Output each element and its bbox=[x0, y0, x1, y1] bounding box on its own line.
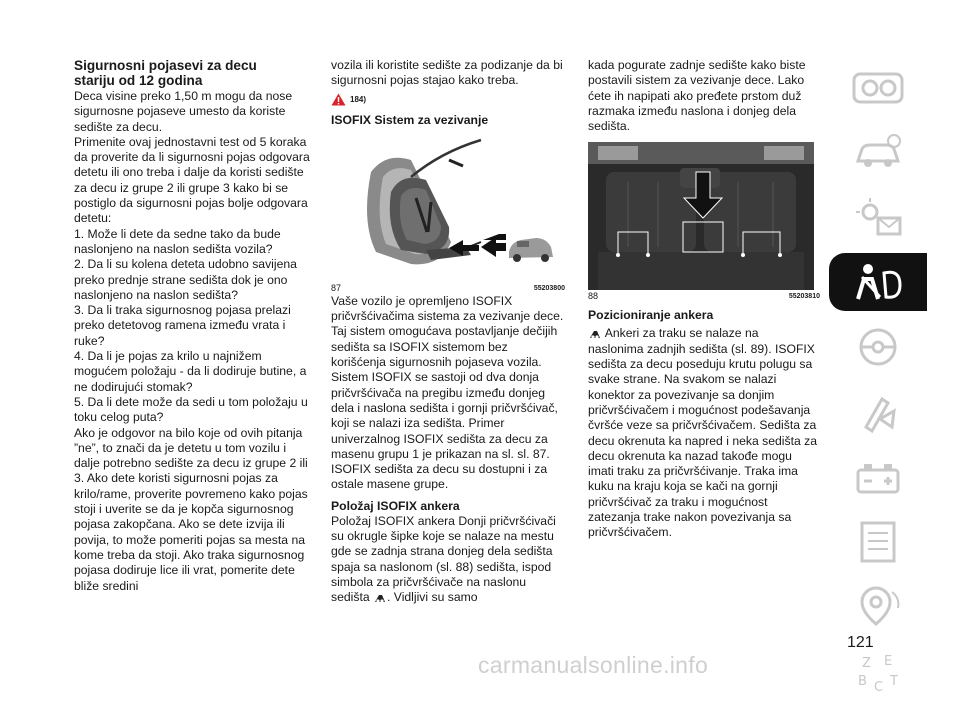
paragraph: vozila ili koristite sedište za podizanje da bi sigurnosni pojas stajao kako treba. bbox=[331, 58, 563, 88]
figure-number: 88 bbox=[588, 291, 599, 302]
figure-isofix-child-seat bbox=[331, 132, 561, 282]
warning-reference bbox=[331, 92, 565, 107]
figure-code: 55203810 bbox=[788, 293, 820, 301]
tab-safety[interactable] bbox=[829, 253, 927, 311]
figure-number: 87 bbox=[331, 282, 342, 293]
list-item: 2. Da li su kolena deteta udobno savijena preko prednje strane sedišta dok je ono naslonjeno na naslon sedišta? bbox=[74, 257, 297, 302]
index-icon bbox=[848, 649, 908, 695]
paragraph: kada pogurate zadnje sedište kako biste postavili sistem za vezivanje dece. Lako ćete ih napipati ako pređete prstom duž razmaka između naslona i donjeg dela sedišta. bbox=[588, 58, 806, 134]
warning-triangle-icon bbox=[331, 93, 346, 106]
tab-driving[interactable] bbox=[829, 318, 927, 376]
paragraph bbox=[331, 514, 565, 606]
isofix-anchor-icon bbox=[373, 592, 387, 604]
list-item: 5. Da li dete može da sedi u tom položaju u toku celog puta? bbox=[74, 394, 308, 425]
tab-maintenance[interactable] bbox=[829, 448, 927, 506]
list-item: 3. Da li traka sigurnosnog pojasa prelazi preko detetovog ramena između vrata i ruke? bbox=[74, 303, 291, 348]
paragraph-text: Položaj ISOFIX ankera Donji pričvršćivači su okrugle šipke koje se nalaze na mestu gde se zadnja strana donjeg dela sedišta spaja sa naslonom (sl. 88) sedišta, ispod simbola za pričvršćivače na naslonu sedišta bbox=[331, 513, 556, 605]
isofix-anchor-icon bbox=[588, 328, 602, 340]
maintenance-icon bbox=[848, 454, 908, 500]
paragraph: Primenite ovaj jednostavni test od 5 koraka da proverite da li sigurnosni pojas odgovara detetu ili ono treba i dalje da koristi sedište za decu iz grupe 2 ili grupe 3 kako bi se postiglo da sigurnosni pojas bolje odgovara detetu: bbox=[74, 134, 310, 226]
heading-line-2: stariju od 12 godina bbox=[74, 73, 203, 88]
svg-text:C: C bbox=[874, 680, 884, 695]
tab-car-info[interactable] bbox=[829, 123, 927, 181]
column-right bbox=[588, 58, 820, 541]
safety-icon bbox=[848, 259, 908, 305]
child-seat-illustration bbox=[331, 132, 561, 282]
page-number: 121 bbox=[847, 634, 874, 651]
driving-steering-icon bbox=[848, 324, 908, 370]
section-heading: ISOFIX Sistem za vezivanje bbox=[331, 112, 489, 127]
figure-caption bbox=[331, 283, 565, 294]
paragraph: naslonima zadnjih sedišta (sl. 89). ISOFIX sedišta za decu poseduju krutu polugu sa svake strane. Na svakom se nalazi konektor za povezivanje sa donjim pričvršćivačem i mogućnost podešavanja čvršće veze sa pričvršćivačem. Sedišta za decu okrenuta ka napred i neka sedišta za decu okrenuta ka nazad takođe mogu imati traku za pričvršćivanje. Traka ima kuku na kraju koja se kači na gornji pričvršćivač za traku i mogućnost zatezanja trake nakon povezivanja sa pričvršćivačem. bbox=[588, 341, 818, 540]
svg-text:T: T bbox=[890, 674, 898, 689]
svg-text:E: E bbox=[884, 654, 893, 669]
multimedia-icon bbox=[848, 584, 908, 630]
tab-technical-data[interactable] bbox=[829, 513, 927, 571]
list-item: 1. Može li dete da sedne tako da bude naslonjeno na naslon sedišta vozila? bbox=[74, 226, 281, 256]
tab-index[interactable] bbox=[829, 643, 927, 701]
watermark: carmanualsonline.info bbox=[478, 652, 709, 678]
figure-rear-seat-anchors bbox=[588, 142, 814, 290]
tab-warning-lights[interactable] bbox=[829, 188, 927, 246]
list-item: 4. Da li je pojas za krilo u najnižem mogućem položaju - da li dodiruje butine, a ne dodirujući stomak? bbox=[74, 349, 307, 394]
paragraph: Deca visine preko 1,50 m mogu da nose sigurnosne pojaseve umesto da koriste sedište za decu. bbox=[74, 89, 293, 134]
tab-multimedia[interactable] bbox=[829, 578, 927, 636]
paragraph: Vaše vozilo je opremljeno ISOFIX pričvršćivačima sistema za vezivanje dece. Taj sistem omogućava postavljanje dečijih sedišta sa ISOFIX sistemom bez korišćenja sigurnosnih pojaseva vozila. Sistem ISOFIX se sastoji od dva donja pričvršćivača na pregibu između donjeg dela i naslona sedišta i gornji pričvršćivač, koji se nalazi iza sedišta. Primer univerzalnog ISOFIX sedišta za decu za masenu grupu 1 je prikazan na sl. sl. 87. ISOFIX sedišta za decu su dostupni i za ostale masene grupe. bbox=[331, 293, 564, 492]
dashboard-icon bbox=[848, 64, 908, 110]
car-info-icon bbox=[848, 129, 908, 175]
chapter-tabs bbox=[829, 58, 927, 708]
column-middle bbox=[331, 58, 565, 606]
warning-lights-icon bbox=[848, 194, 908, 240]
figure-code: 55203800 bbox=[533, 284, 565, 292]
paragraph-text: Ankeri za traku se nalaze na bbox=[602, 326, 759, 341]
subsection-heading: Položaj ISOFIX ankera bbox=[331, 498, 460, 513]
svg-text:Z: Z bbox=[862, 656, 871, 671]
tab-dashboard[interactable] bbox=[829, 58, 927, 116]
svg-text:B: B bbox=[858, 674, 867, 689]
warning-ref-number: 184) bbox=[350, 94, 367, 104]
paragraph bbox=[588, 326, 820, 341]
column-left bbox=[74, 58, 310, 594]
section-heading: Pozicioniranje ankera bbox=[588, 308, 714, 323]
rear-seat-photo bbox=[588, 142, 814, 290]
technical-data-icon bbox=[848, 519, 908, 565]
figure-caption bbox=[588, 291, 820, 302]
emergency-icon bbox=[848, 389, 908, 435]
paragraph-text: . Vidljivi su samo bbox=[387, 590, 478, 605]
tab-emergency[interactable] bbox=[829, 383, 927, 441]
section-heading bbox=[74, 58, 310, 88]
heading-line-1: Sigurnosni pojasevi za decu bbox=[74, 58, 257, 73]
paragraph: Ako je odgovor na bilo koje od ovih pitanja ”ne”, to znači da je detetu u tom vozilu i dalje potrebno sedište za decu iz grupe 2 ili 3. Ako dete koristi sigurnosni pojas za krilo/rame, proverite povremeno kako pojas stoji i uverite se da je kopča sigurnosnog pojasa zakopčana. Ako se dete izvija ili povija, to može pomeriti pojas sa mesta na kome treba da stoji. Ako traka sigurnosnog pojasa dodiruje lice ili vrat, pomerite dete bliže sredini bbox=[74, 425, 308, 593]
